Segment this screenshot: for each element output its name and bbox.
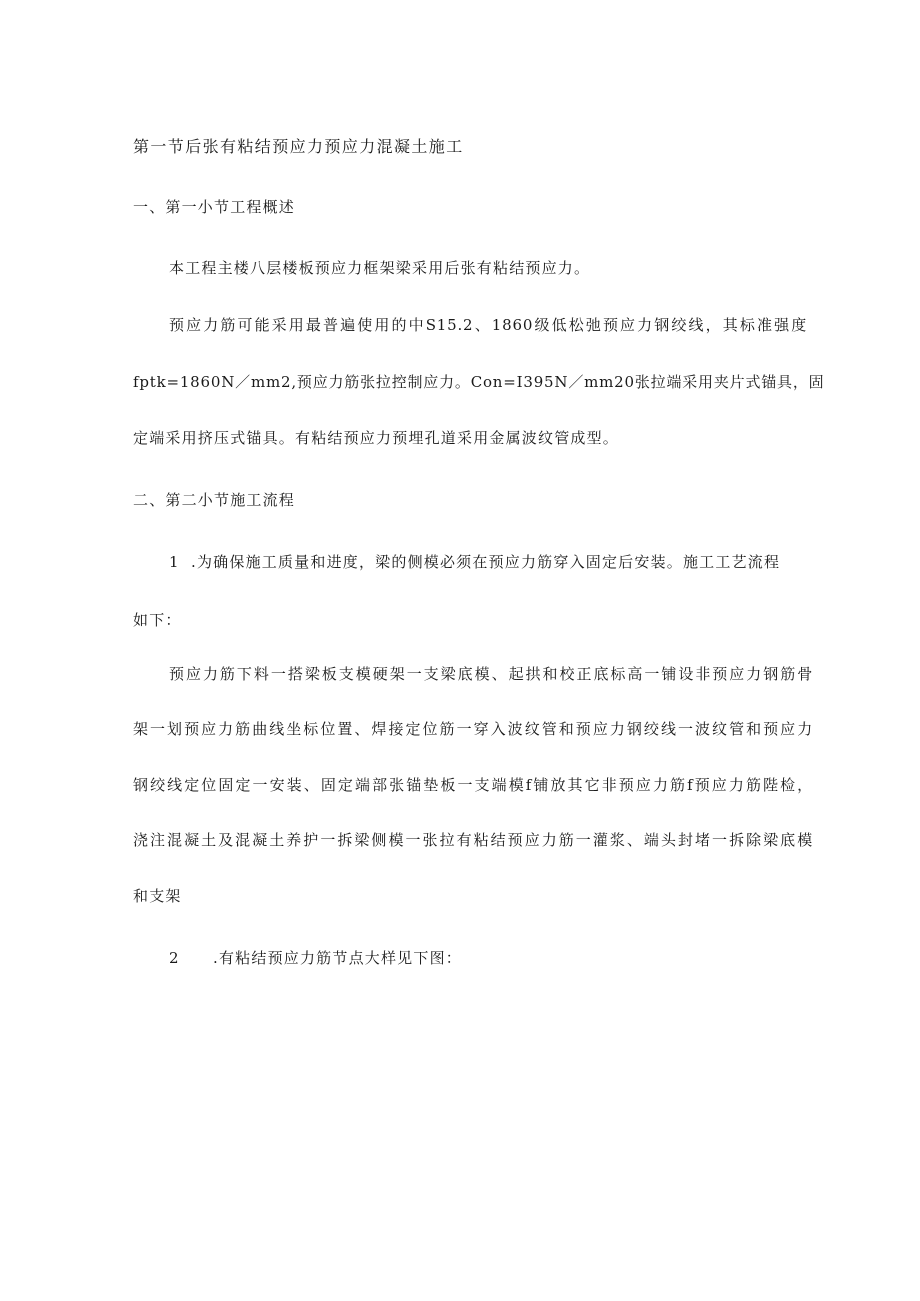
flow-line-3: 钢绞线定位固定一安装、固定端部张锚垫板一支端模f铺放其它非预应力筋f预应力筋陛检， (133, 776, 813, 794)
paragraph-project-intro: 本工程主楼八层楼板预应力框架梁采用后张有粘结预应力。 (169, 259, 591, 277)
flow-line-4: 浇注混凝土及混凝土养护一拆梁侧模一张拉有粘结预应力筋一灌浆、端头封堵一拆除梁底模 (133, 831, 813, 849)
section-heading-process: 二、第二小节施工流程 (133, 491, 296, 509)
flow-line-2: 架一划预应力筋曲线坐标位置、焊接定位筋一穿入波纹管和预应力钢绞线一波纹管和预应力 (133, 720, 813, 738)
list-item-number: 2 (169, 949, 180, 967)
paragraph-tendon-line-3: 定端采用挤压式锚具。有粘结预应力预埋孔道采用金属波纹管成型。 (133, 429, 620, 447)
list-item-1 (169, 552, 813, 572)
section-heading-overview: 一、第一小节工程概述 (133, 198, 296, 216)
list-item-2 (169, 948, 462, 968)
list-item-text: .为确保施工质量和进度，梁的侧模必须在预应力筋穿入固定后安装。施工工艺流程 (191, 553, 781, 571)
paragraph-tendon-line-2: fptk=1860N／mm2,预应力筋张拉控制应力。Con=I395N／mm20张拉端采用夹片式锚具，固 (133, 373, 825, 391)
page-title: 第一节后张有粘结预应力预应力混凝土施工 (133, 137, 464, 156)
list-item-1-continuation: 如下： (133, 611, 182, 629)
list-item-text: .有粘结预应力筋节点大样见下图： (213, 949, 462, 967)
paragraph-tendon-line-1: 预应力筋可能采用最普遍使用的中S15.2、1860级低松弛预应力钢绞线，其标准强度 (169, 316, 807, 334)
flow-line-1: 预应力筋下料一搭梁板支模硬架一支梁底模、起拱和校正底标高一铺设非预应力钢筋骨 (169, 665, 813, 683)
list-item-number: 1 (169, 553, 180, 571)
flow-line-5: 和支架 (133, 887, 182, 905)
